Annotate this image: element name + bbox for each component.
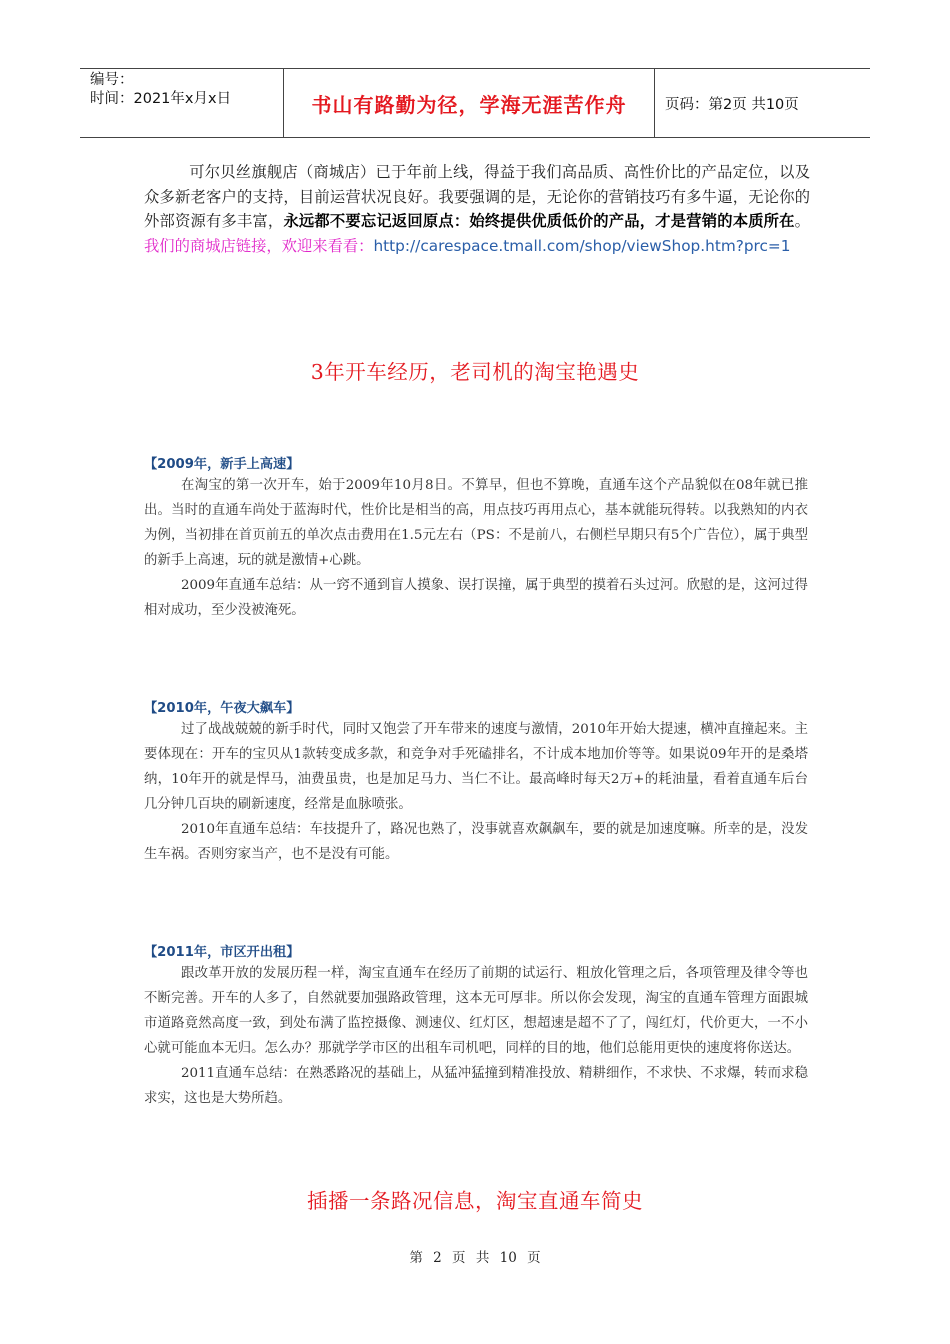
paragraph: 2009年直通车总结：从一窍不通到盲人摸象、误打误撞，属于典型的摸着石头过河。欣慰的是，这河过得相对成功，至少没被淹死。: [144, 578, 808, 618]
section-body-2010: [144, 717, 808, 867]
intro-bold-text: 永远都不要忘记返回原点：始终提供优质低价的产品，才是营销的本质所在: [283, 212, 795, 230]
section-title-driving-history: 3年开车经历，老司机的淘宝艳遇史: [310, 360, 640, 384]
intro-link-prompt: 我们的商城店链接，欢迎来看看：: [144, 236, 374, 255]
paragraph: 2011直通车总结：在熟悉路况的基础上，从猛冲猛撞到精准投放、精耕细作，不求快、不求爆，转而求稳求实，这也是大势所趋。: [144, 1066, 808, 1106]
section-heading-2010: 【2010年，午夜大飙车】: [144, 701, 300, 716]
intro-period: 。: [794, 212, 810, 230]
shop-link[interactable]: http://carespace.tmall.com/shop/viewShop.htm?prc=1: [373, 236, 791, 255]
header-motto-cell: [283, 69, 655, 137]
date-line: 时间：2021年x月x日: [90, 91, 232, 107]
motto: 书山有路勤为径，学海无涯苦作舟: [311, 92, 627, 117]
page-info: 页码：第2页 共10页: [665, 96, 799, 113]
section-body-2009: [144, 473, 808, 623]
paragraph: 过了战战兢兢的新手时代，同时又饱尝了开车带来的速度与激情，2010年开始大提速，横冲直撞起来。主要体现在：开车的宝贝从1款转变成多款，和竞争对手死磕排名，不计成本地加价等等。如果说09年开的是桑塔纳，10年开的就是悍马，油费虽贵，也是加足马力、当仁不让。最高峰时每天2万+的耗油量，看着直通车后台几分钟几百块的刷新速度，经常是血脉喷张。: [144, 722, 808, 812]
header-page-cell: [655, 69, 870, 137]
header-table: [80, 68, 870, 138]
page-footer: 第 2 页 共 10 页: [409, 1250, 541, 1266]
intro-paragraph: [144, 160, 810, 258]
paragraph: 在淘宝的第一次开车，始于2009年10月8日。不算早，但也不算晚，直通车这个产品貌似在08年就已推出。当时的直通车尚处于蓝海时代，性价比是相当的高，用点技巧再用点心，基本就能玩得转。以我熟知的内衣为例，当初排在首页前五的单次点击费用在1.5元左右（PS：不是前八，右侧栏早期只有5个广告位），属于典型的新手上高速，玩的就是激情+心跳。: [144, 478, 808, 568]
section-body-2011: [144, 961, 808, 1111]
section-heading-2011: 【2011年，市区开出租】: [144, 945, 300, 960]
paragraph: 跟改革开放的发展历程一样，淘宝直通车在经历了前期的试运行、粗放化管理之后，各项管理及律令等也不断完善。开车的人多了，自然就要加强路政管理，这本无可厚非。所以你会发现，淘宝的直通车管理方面跟城市道路竟然高度一致，到处布满了监控摄像、测速仪、红灯区，想超速是超不了了，闯红灯，代价更大，一不小心就可能血本无归。怎么办？那就学学市区的出租车司机吧，同样的目的地，他们总能用更快的速度将你送达。: [144, 966, 808, 1056]
number-label: 编号：: [90, 72, 134, 88]
header-meta: [80, 69, 283, 137]
section-title-roadnews: 插播一条路况信息，淘宝直通车简史: [307, 1189, 643, 1213]
section-heading-2009: 【2009年，新手上高速】: [144, 457, 300, 472]
intro-text: 可尔贝丝旗舰店（商城店）已于年前上线，得益于我们高品质、高性价比的产品定位，以及众多新老客户的支持，目前运营状况良好。我要强调的是，无论你的营销技巧有多牛逼，无论你的外部资源有多丰富，: [144, 163, 810, 230]
paragraph: 2010年直通车总结：车技提升了，路况也熟了，没事就喜欢飙飙车，要的就是加速度嘛。所幸的是，没发生车祸。否则穷家当产，也不是没有可能。: [144, 822, 808, 862]
